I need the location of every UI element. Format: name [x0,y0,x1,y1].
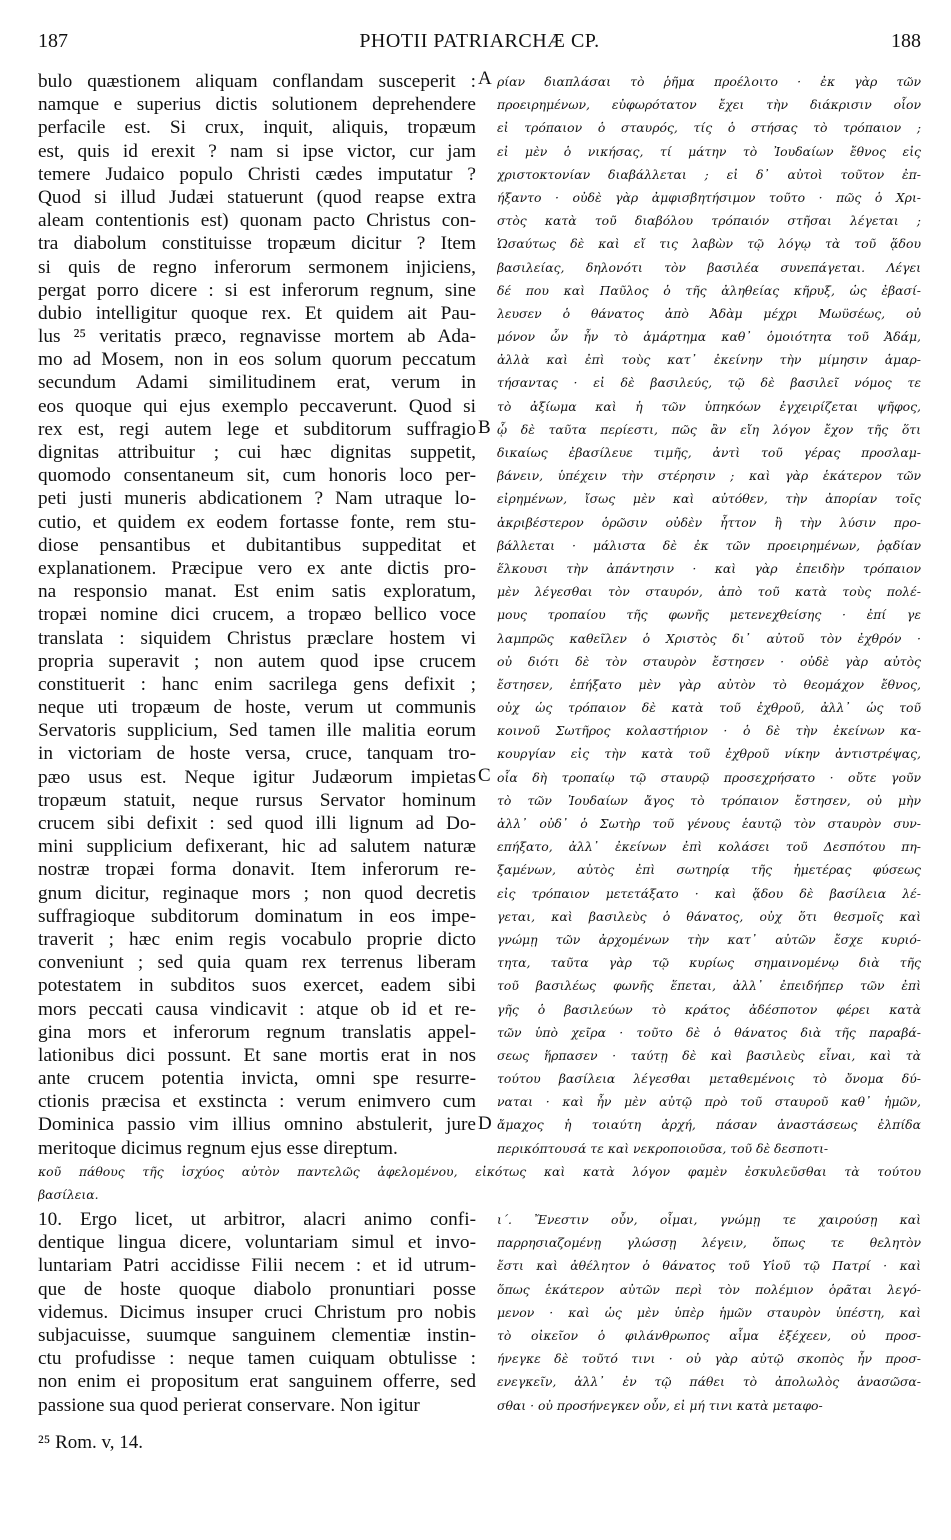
latin-line: peti justi muneris abdicationem ? Nam utraque lo- [38,488,476,510]
latin-line: gina mors et inferorum regnum translatis appel- [38,1021,476,1043]
margin-letter-d: D [478,1113,492,1134]
greek-line: γεται, καὶ βασιλεὺς ὁ θάνατος, οὐχ ὅτι θεσμοῖς καὶ [497,908,921,924]
greek-line: βάλλεται · μάλιστα δὲ ἐκ τῶν προειρημένων, ῥᾳδίαν [497,537,921,553]
greek-line: ναται · καὶ ἦν μὲν αὐτῷ πρὸ τοῦ σταυροῦ καθ᾽ ἡμῶν, [497,1094,921,1110]
greek-line: χριστοκτονίαν διαβάλλεται ; εἰ δ᾽ αὐτοὶ τοῦτον ἐπ- [497,166,921,182]
latin-column-section-10 [38,1208,476,1417]
greek-line: κουργίαν εἰς τὴν κατὰ τοῦ ἐχθροῦ νίκην ἀντιστρέψας, [497,746,921,762]
greek-line: βάνειν, ὑπέχειν τὴν στέρησιν ; καὶ γὰρ ἑκάτερον τῶν [497,468,921,484]
greek-line: μενον · καὶ ὡς μὲν ὑπὲρ ἡμῶν σταυρὸν ὑπέστη, καὶ [497,1304,921,1320]
latin-line: na responsio manat. Est enim satis exploratum, [38,581,476,603]
latin-line: non enim ei propositum erat sanguinem offerre, sed [38,1371,476,1393]
left-page-number: 187 [38,30,68,52]
greek-line: λευσεν ὁ θάνατος ἀπὸ Ἀδὰμ μέχρι Μωϋσέως, οὐ [497,305,921,321]
latin-line: tropæum statuit, neque rursus Servator hominum [38,789,476,811]
greek-line: ᾧ δὲ ταῦτα περίεστι, πῶς ἂν εἴη λόγον ἔχον τῆς ὅτι [497,421,921,437]
greek-line: γῆς ὁ βασιλεύων τὸ κράτος ἀδέσποτον φέρει κατὰ [497,1001,921,1017]
latin-line: meritoque dicimus regnum ejus esse direptum. [38,1137,398,1159]
latin-line: suffragioque subditorum dominatum in eos impe- [38,905,476,927]
latin-line: luntariam Patri accidisse Filii necem : et id utrum- [38,1255,476,1277]
latin-line: dignitas attribuitur ; cui hæc dignitas suppetit, [38,442,476,463]
greek-line: προειρημένων, εὐφωρότατον ἔχει τὴν διάκρισιν οἷον [497,97,921,113]
latin-line: secundum Adami similitudinem erat, verum in [38,372,476,394]
greek-line: οὐχ ὡς τρόπαιον δὲ κατὰ τοῦ ἐχθροῦ, ἀλλ᾽ ὡς τοῦ [497,700,921,716]
greek-line: επήξατο, ἀλλ᾽ ἐκείνων ἐπὶ κολάσει τοῦ Δεσπότου πη- [497,839,921,855]
greek-line: εἰρημένων, ἴσως μὲν καὶ αὐτόθεν, τὴν ἀπορίαν τοῖς [497,491,921,507]
latin-line: tropæi nomine dici crucem, a tropæo bellico voce [38,604,476,626]
latin-line: dubio intelligitur quoque rex. Et quidem ait Pau- [38,302,476,324]
latin-line: propria superavit ; non autem quod ipse crucem [38,650,476,672]
latin-line: mors peccati causa vindicavit : atque ob id et re- [38,998,476,1020]
greek-line: ήξαντο · οὐδὲ γὰρ ἀμφισβητήσιμον τοῦτο · πῶς ὁ Χρι- [497,189,921,205]
latin-line: explanationem. Præcipue vero ex ante dictis pro- [38,557,476,579]
greek-line: σθαι · οὐ προσήνεγκεν οὖν, εἰ μή τινι κατὰ μεταφο- [497,1397,823,1413]
greek-line: μὲν λέγεσθαι τὸν σταυρόν, ἀπὸ τοῦ κατὰ τοὺς πολέ- [497,584,921,600]
latin-line: lationibus dici possunt. Et sane mortis erat in nos [38,1044,476,1066]
latin-line: ante crucem potentia invicta, omni spe resurre- [38,1068,476,1090]
greek-line: στὸς κατὰ τοῦ διαβόλου τρόπαιόν στῆσαι λέγεται ; [497,213,921,229]
latin-line: est, quis id erexit ? nam si ipse victor, cur jam [38,140,476,162]
greek-line: μους τροπαίου τῆς φωνῆς μετενεχθείσης · ἐπί γε [497,607,921,623]
greek-line: γνώμῃ τῶν ἀρχομένων τὴν κατ᾽ αὐτῶν ἔσχε κυριό- [497,931,921,947]
latin-line: Quod si illud Judæi statuerunt (quod reapse extra [38,186,476,208]
latin-line: pæo usus est. Neque igitur Judæorum impietas [38,766,476,788]
greek-line: τῶν ὑπὸ χεῖρα · τοῦτο δὲ ὁ θάνατος διὰ τῆς παραβά- [497,1024,921,1040]
greek-line: Ὡσαύτως δὲ καὶ εἴ τις λαβὼν τῷ λόγῳ τὰ τοῦ ᾅδου [497,236,921,252]
footnote: ²⁵ Rom. v, 14. [38,1432,144,1453]
greek-line: ἀλλὰ καὶ ἐπὶ τοὺς κατ᾽ ἐκείνην τὴν μίμησιν ἁμαρ- [497,352,921,368]
latin-line: conveniunt ; sed quia quam rex terrenus liberam [38,952,476,974]
running-title: PHOTII PATRIARCHÆ CP. [359,30,600,52]
latin-line: 10. Ergo licet, ut arbitror, alacri animo confi- [38,1209,476,1230]
greek-line: ὅπως ἑκάτερον αὐτῶν περὶ τὸν πολέμιον ὁρᾶται λεγό- [497,1281,921,1297]
latin-line: dentique lingua dicere, voluntariam simul et invo- [38,1232,476,1254]
greek-line: ἀκριβέστερον ὁρῶσιν οὐδὲν ἧττον ἢ τὴν λύσιν προ- [497,514,921,530]
greek-line: παρρησιαζομένῃ γλώσσῃ λέγειν, ὅπως τε θελητὸν [497,1235,921,1251]
greek-line: μόνον ὧν ἦν τὸ ἁμάρτημα καθ᾽ ὁμοιότητα τοῦ Ἀδάμ, [497,329,921,345]
latin-line: tra diabolum constituisse tropæum dicitur ? Item [38,233,476,255]
latin-line: translata : siquidem Christus præclare hostem vi [38,627,476,649]
greek-line: ξαμένων, αὐτὸς ἐπὶ σωτηρίᾳ τῆς ἡμετέρας φύσεως [497,862,921,878]
latin-line: temere Judaico populo Christi cædes imputatur ? [38,163,476,185]
greek-line: λαμπρῶς καθεῖλεν ὁ Χριστὸς δι᾽ αὐτοῦ τὸν ἐχθρόν · [497,630,921,646]
latin-line: si quis de regno inferorum sermonem injiciens, [38,256,476,278]
greek-line: περικόπτουσά τε καὶ νεκροποιοῦσα, τοῦ δὲ δεσποτι- [497,1140,829,1156]
latin-line: que de hoste quoque diabolo pronuntiari posse [38,1278,476,1300]
latin-line: cutio, et quidem ex eodem fortasse fonte, rem stu- [38,511,476,533]
latin-line: traverit ; hæc enim regis vocabulo proprie dicto [38,928,476,950]
latin-line: ctionis præcisa et exstincta : verum enimvero cum [38,1091,476,1113]
latin-line: pergat porro dicere : si est inferorum regnum, sine [38,279,476,301]
latin-line: videmus. Dicimus insuper cruci Christum pro nobis [38,1301,476,1323]
greek-full-line: βασίλεια. [38,1187,99,1203]
greek-line: ἄμαχος ἡ τοιαύτη ἀρχή, πάσαν ἀναστάσεως ἐλπίδα [497,1117,921,1133]
latin-line: subjacuisse, suumque sanguinem clementiæ instin- [38,1324,476,1346]
greek-line: εἰ μὲν ὁ νικήσας, τί μάτην τὸ Ἰουδαίων ἔθνος εἰς [497,143,921,159]
greek-line: τήσαντας · εἰ δὲ βασιλεύς, τῷ δὲ βασιλεῖ νόμος τε [497,375,921,391]
greek-line: δέ που καὶ Παῦλος ὁ τῆς ἀληθείας κῆρυξ, ὡς ἐβασί- [497,282,921,298]
latin-line: bulo quæstionem aliquam conflandam susceperit : [38,71,476,92]
latin-line: Servatoris supplicium, Sed tamen ille malitia eorum [38,720,476,742]
greek-line: ἔστησεν, ἐπήξατο μὲν γὰρ αὐτὸν τὸ θεομάχον ἔθνος, [497,676,921,692]
greek-line: εἰ τρόπαιον ὁ σταυρός, τίς ὁ στήσας τὸ τρόπαιον ; [497,120,921,136]
latin-line: lus ²⁵ veritatis præco, regnavisse mortem ab Ada- [38,326,476,348]
latin-line: diose pensantibus et dubitantibus suppeditat et [38,534,476,556]
right-page-number: 188 [891,30,921,52]
greek-line: τὸ τῶν Ἰουδαίων ἄγος τὸ τρόπαιον ἔστησεν, οὐ μὴν [497,792,921,808]
latin-line: rex est, regi autem lege et subditorum suffragio [38,418,476,440]
greek-line: κοινοῦ Σωτῆρος κολαστήριον · ὁ δὲ τὴν ἐκείνων κα- [497,723,921,739]
greek-line: ήνεγκε δὲ τοῦτό τινι · οὐ γὰρ αὐτῷ σκοπὸς ἦν προσ- [497,1351,921,1367]
greek-line: τούτου βασίλεια λέγεσθαι μεταθεμένοις τὸ ὄνομα δύ- [497,1071,921,1087]
latin-line: eos quoque qui ejus exemplo peccaverunt. Quod si [38,395,476,417]
greek-line: τὸ οἰκεῖον ὁ φιλάνθρωπος αἷμα ἐξέχεεν, οὐ προσ- [497,1327,921,1343]
greek-line: οὐ διότι δὲ τὸν σταυρὸν ἔστησεν · οὐδὲ γὰρ αὐτὸς [497,653,921,669]
greek-full-line: κοῦ πάθους τῆς ἰσχύος αὐτὸν παντελῶς ἀφελομένου, εἰκότως καὶ κατὰ λόγον φαμὲν ἐσκυλεῦσθαι τὰ τούτου [38,1164,921,1179]
greek-line: ι´. Ἔνεστιν οὖν, οἶμαι, γνώμῃ τε χαιρούσῃ καὶ [497,1212,921,1227]
margin-letter-c: C [478,765,491,786]
latin-line: mo ad Mosem, non in eos solum quorum peccatum [38,349,476,371]
greek-line: οἷα δὴ τροπαίῳ τῷ σταυρῷ προσεχρήσατο · οὔτε γοῦν [497,769,921,785]
greek-line: ρίαν διαπλάσαι τὸ ῥῆμα προέλοιτο · ἐκ γὰρ τῶν [497,74,921,89]
greek-line: τοῦ βασιλέως φωνῆς ἕπεται, ἀλλ᾽ ἐπειδήπερ τῶν ἐπὶ [497,978,921,994]
greek-line: σεως ἥρπασεν · ταύτῃ δὲ καὶ βασιλεὺς εἶναι, καὶ τὰ [497,1047,921,1063]
greek-line: βασιλείας, δηλονότι τὸν βασιλέα συνεπάγεται. Λέγει [497,259,921,275]
latin-line: potestatem in subditos suos exercet, eadem sibi [38,975,476,997]
latin-line: quomodo consentaneum sit, cum honoris loco per- [38,465,476,487]
margin-letter-b: B [478,417,491,438]
latin-column [38,70,476,1160]
greek-full-width-text [38,1160,921,1206]
greek-line: ἀλλ᾽ οὐδ᾽ ὁ Σωτὴρ τοῦ γένους ἑαυτῷ τὸν σταυρὸν συν- [497,816,921,831]
running-header [38,30,921,58]
greek-column-section-10 [497,1208,921,1417]
latin-line: nostræ tropæi forma donavit. Item inferorum re- [38,859,476,881]
latin-line: passione sua quod perierat conservare. Non igitur [38,1394,420,1416]
greek-line: τὸ ἀξίωμα καὶ ἡ τῶν ὑπηκόων ἐγχειρίζεται ψῆφος, [497,398,921,414]
greek-line: ἕλκουσι τὴν ἀπάντησιν · καὶ γὰρ ἐπειδὴν τρόπαιον [497,560,921,576]
greek-line: ἔστι καὶ ἀθέλητον ὁ θάνατος τοῦ Υἱοῦ τῷ Πατρί · καὶ [497,1258,921,1274]
latin-line: crucem sibi defixit : sed quod illi lignum ad Do- [38,813,476,834]
latin-line: gnum dicitur, reginaque mors ; non quod decretis [38,882,476,904]
latin-line: namque e superius dictis solutionem deprehendere [38,94,476,116]
latin-line: Dominica passio vim illius omnino abstulerit, jure [38,1114,476,1136]
greek-line: εἰς τρόπαιον μετετάξατο · καὶ ᾅδου δὲ βασίλεια λέ- [497,885,921,901]
greek-line: ενεγκεῖν, ἀλλ᾽ ἐν τῷ πάθει τὸ ἀπολωλὸς ἀνασῶσα- [497,1374,921,1390]
latin-line: constituerit : hanc enim sacrilega gens defixit ; [38,673,476,695]
greek-column [497,70,921,1160]
greek-line: τητα, ταῦτα γὰρ τῷ κυρίως σημαινομένῳ διὰ τῆς [497,955,921,971]
latin-line: mini supplicium defixerant, hic ad salutem naturæ [38,836,476,858]
latin-line: ctu profudisse : neque tamen cuiquam obtulisse : [38,1348,476,1370]
latin-line: neque uti tropæum de hoste, verum ut communis [38,697,476,719]
greek-line: δικαίως ἐβασίλευε τιμῆς, ἀντὶ τοῦ γέρας προσλαμ- [497,445,921,460]
margin-letter-a: A [478,68,492,89]
latin-line: aleam contentionis est) quonam pacto Christus con- [38,210,476,232]
latin-line: in victoriam de hoste versa, cruce, tanquam tro- [38,743,476,765]
latin-line: perfacile est. Si crux, inquit, aliquis, tropæum [38,117,476,139]
